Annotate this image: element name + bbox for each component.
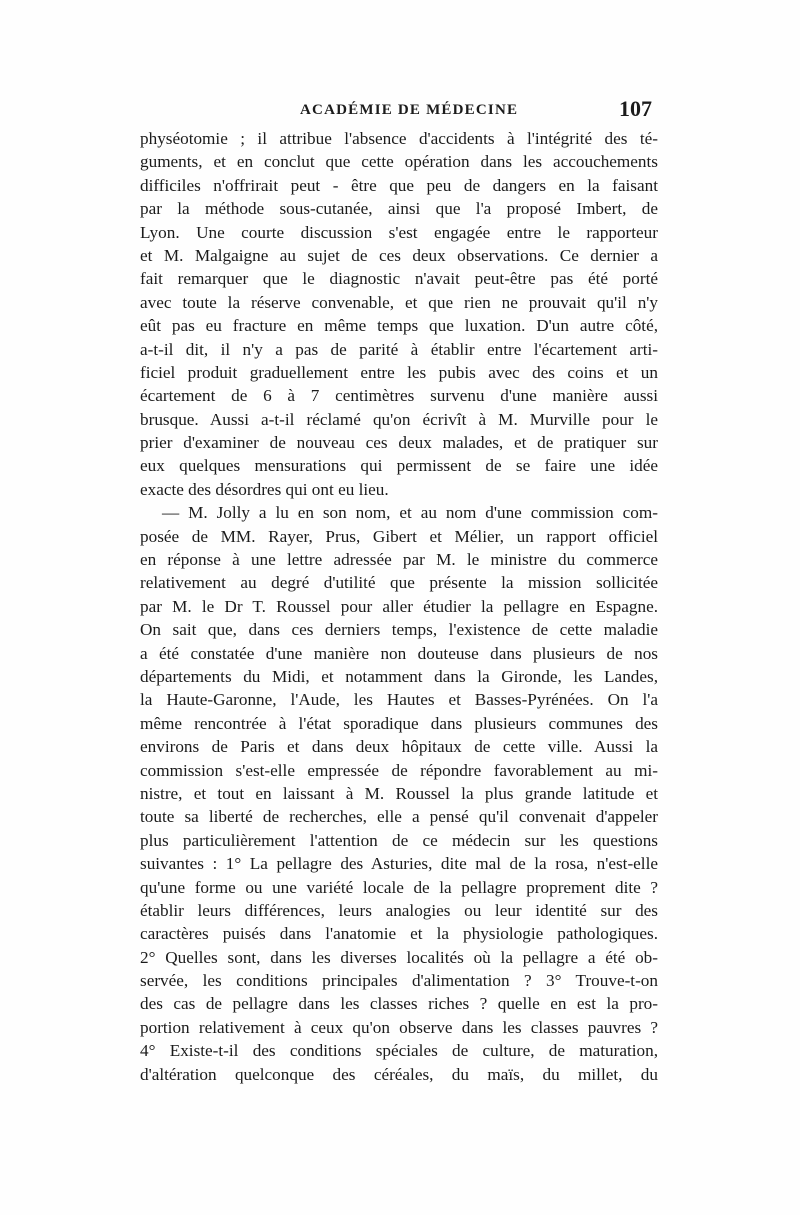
text-line: servée, les conditions principales d'alimentation ? 3° Trouve-t-on: [140, 971, 658, 991]
text-line: d'altération quelconque des céréales, du maïs, du millet, du: [140, 1064, 658, 1084]
text-line: fait remarquer que le diagnostic n'avait peut-être pas été porté: [140, 269, 658, 289]
text-line: eux quelques mensurations qui permissent de se faire une idée: [140, 456, 658, 476]
text-line: et M. Malgaigne au sujet de ces deux observations. Ce dernier a: [140, 245, 658, 265]
text-line: a été constatée d'une manière non douteuse dans plusieurs de nos: [140, 643, 658, 663]
text-line: eût pas eu fracture en même temps que luxation. D'un autre côté,: [140, 316, 658, 336]
text-line: établir leurs différences, leurs analogies ou leur identité sur des: [140, 900, 658, 920]
text-line: guments, et en conclut que cette opération dans les accouchements: [140, 152, 658, 172]
text-line: relativement au degré d'utilité que présente la mission sollicitée: [140, 573, 658, 593]
text-line: nistre, et tout en laissant à M. Roussel la plus grande latitude et: [140, 783, 658, 803]
text-line: suivantes : 1° La pellagre des Asturies, dite mal de la rosa, n'est-elle: [140, 854, 658, 874]
text-line: des cas de pellagre dans les classes riches ? quelle en est la pro-: [140, 994, 658, 1014]
text-line: écartement de 6 à 7 centimètres survenu d'une manière aussi: [140, 386, 658, 406]
text-line: Lyon. Une courte discussion s'est engagée entre le rapporteur: [140, 222, 658, 242]
text-line: posée de MM. Rayer, Prus, Gibert et Mélier, un rapport officiel: [140, 526, 658, 546]
text-line: départements du Midi, et notamment dans la Gironde, les Landes,: [140, 666, 658, 686]
page-header: [0, 96, 800, 126]
text-line: commission s'est-elle empressée de répondre favorablement au mi-: [140, 760, 658, 780]
text-line: par M. le Dr T. Roussel pour aller étudier la pellagre en Espagne.: [140, 596, 658, 616]
text-line: même rencontrée à l'état sporadique dans plusieurs communes des: [140, 713, 658, 733]
text-line: caractères puisés dans l'anatomie et la physiologie pathologiques.: [140, 924, 658, 944]
text-line: On sait que, dans ces derniers temps, l'existence de cette maladie: [140, 620, 658, 640]
text-line: exacte des désordres qui ont eu lieu.: [140, 479, 389, 499]
body-text: [140, 127, 658, 1086]
running-title: ACADÉMIE DE MÉDECINE: [300, 102, 519, 118]
text-line: avec toute la réserve convenable, et que rien ne prouvait qu'il n'y: [140, 292, 658, 312]
text-line: la Haute-Garonne, l'Aude, les Hautes et Basses-Pyrénées. On l'a: [140, 690, 658, 710]
text-line: — M. Jolly a lu en son nom, et au nom d'une commission com-: [162, 503, 658, 523]
text-line: a-t-il dit, il n'y a pas de parité à établir entre l'écartement arti-: [140, 339, 658, 359]
text-line: toute sa liberté de recherches, elle a pensé qu'il convenait d'appeler: [140, 807, 658, 827]
text-line: prier d'examiner de nouveau ces deux malades, et de pratiquer sur: [140, 433, 658, 453]
text-line: par la méthode sous-cutanée, ainsi que l'a proposé Imbert, de: [140, 199, 658, 219]
text-line: environs de Paris et dans deux hôpitaux de cette ville. Aussi la: [140, 737, 658, 757]
text-line: 2° Quelles sont, dans les diverses localités où la pellagre a été ob-: [140, 947, 658, 967]
text-line: portion relativement à ceux qu'on observe dans les classes pauvres ?: [140, 1017, 658, 1037]
text-line: ficiel produit graduellement entre les pubis avec des coins et un: [140, 362, 658, 382]
text-line: en réponse à une lettre adressée par M. le ministre du commerce: [140, 550, 658, 570]
text-line: qu'une forme ou une variété locale de la pellagre proprement dite ?: [140, 877, 658, 897]
text-line: plus particulièrement l'attention de ce médecin sur les questions: [140, 830, 658, 850]
page-number: 107: [619, 96, 652, 121]
text-line: 4° Existe-t-il des conditions spéciales de culture, de maturation,: [140, 1041, 658, 1061]
text-line: physéotomie ; il attribue l'absence d'accidents à l'intégrité des té-: [140, 129, 658, 148]
text-line: difficiles n'offrirait peut - être que peu de dangers en la faisant: [140, 175, 658, 195]
text-line: brusque. Aussi a-t-il réclamé qu'on écrivît à M. Murville pour le: [140, 409, 658, 429]
